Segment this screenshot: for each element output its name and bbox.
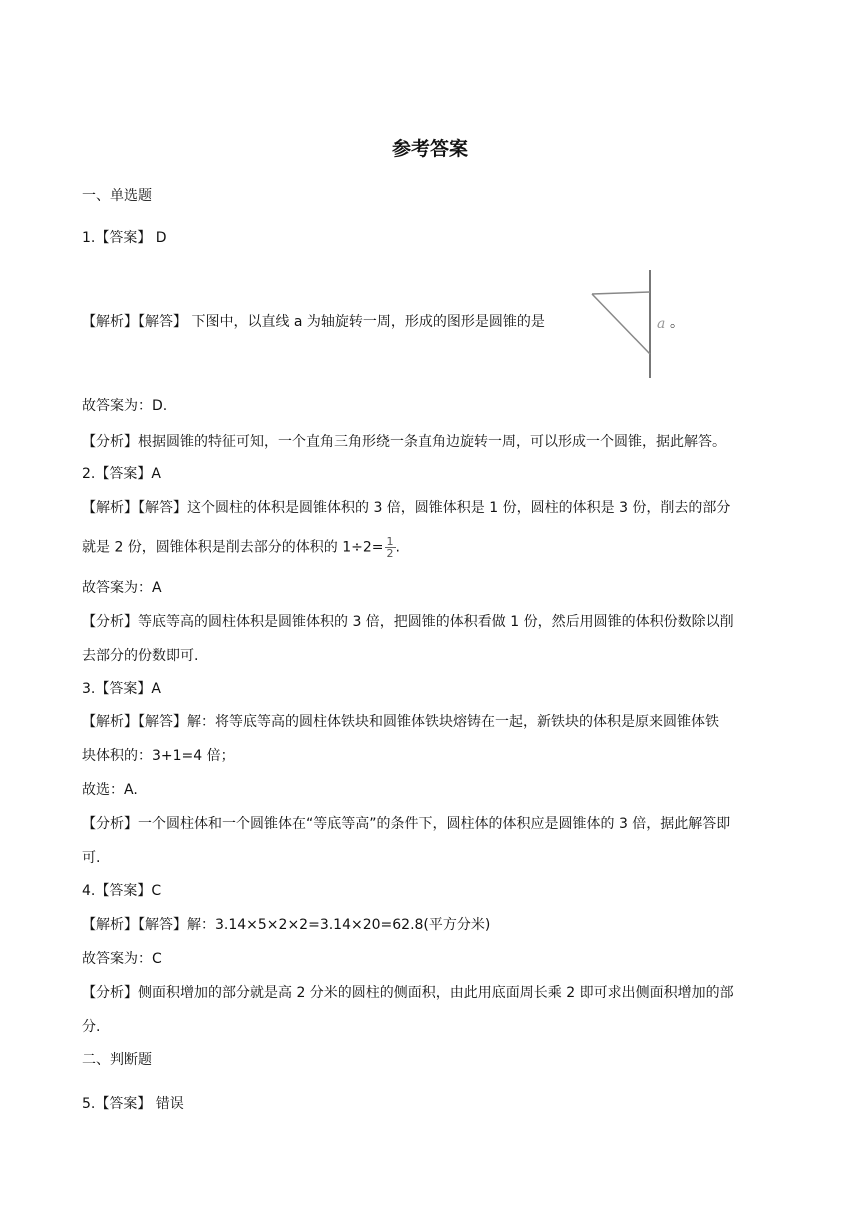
cone-rotation-figure <box>590 268 670 380</box>
axis-label: a <box>657 316 666 332</box>
q1-figure-suffix: 。 <box>670 315 684 331</box>
section-heading-judgement: 二、判断题 <box>82 1052 152 1068</box>
q4-reason-line1: 【分析】侧面积增加的部分就是高 2 分米的圆柱的侧面积，由此用底面周长乘 2 即可求出侧面积增加的部 <box>82 985 734 1001</box>
page-title: 参考答案 <box>391 138 468 160</box>
q5-answer: 5.【答案】 错误 <box>82 1096 184 1112</box>
q2-analysis-line1: 【解析】【解答】这个圆柱的体积是圆锥体积的 3 倍，圆锥体积是 1 份，圆柱的体积是 3 份，削去的部分 <box>82 500 731 516</box>
section-heading-single-choice: 一、单选题 <box>82 188 152 204</box>
q1-conclusion: 故答案为：D. <box>82 398 168 414</box>
q3-reason-line1: 【分析】一个圆柱体和一个圆锥体在“等底等高”的条件下，圆柱体的体积应是圆锥体的 3 倍，据此解答即 <box>82 816 731 832</box>
q3-reason-line2: 可. <box>82 850 101 866</box>
q4-answer: 4.【答案】C <box>82 883 162 899</box>
q2-reason-line1: 【分析】等底等高的圆柱体积是圆锥体积的 3 倍，把圆锥的体积看做 1 份，然后用圆锥的体积份数除以削 <box>82 614 734 630</box>
q4-reason-line2: 分. <box>82 1019 101 1035</box>
fraction-numerator: 1 <box>386 535 394 548</box>
q2-analysis-line2 <box>82 536 400 559</box>
q2-reason-line2: 去部分的份数即可. <box>82 648 199 664</box>
q4-conclusion: 故答案为：C <box>82 951 162 967</box>
q2-analysis-end: . <box>395 539 400 556</box>
q3-analysis-line1: 【解析】【解答】解：将等底等高的圆柱体铁块和圆锥体铁块熔铸在一起，新铁块的体积是原来圆锥体铁 <box>82 714 719 730</box>
fraction-one-half <box>385 536 396 559</box>
q4-analysis: 【解析】【解答】解：3.14×5×2×2=3.14×20=62.8(平方分米) <box>82 917 491 933</box>
q3-answer: 3.【答案】A <box>82 681 161 697</box>
q2-conclusion: 故答案为：A <box>82 580 162 596</box>
q1-reason: 【分析】根据圆锥的特征可知，一个直角三角形绕一条直角边旋转一周，可以形成一个圆锥，据此解答。 <box>82 434 726 450</box>
q2-analysis-text: 就是 2 份，圆锥体积是削去部分的体积的 1÷2= <box>82 539 384 556</box>
q1-answer: 1.【答案】 D <box>82 230 167 246</box>
q1-analysis: 【解析】【解答】 下图中，以直线 a 为轴旋转一周，形成的图形是圆锥的是 <box>82 314 545 330</box>
q2-answer: 2.【答案】A <box>82 466 161 482</box>
fraction-denominator: 2 <box>386 547 394 560</box>
q3-analysis-line2: 块体积的：3+1=4 倍； <box>82 748 235 764</box>
q3-conclusion: 故选：A. <box>82 782 138 798</box>
